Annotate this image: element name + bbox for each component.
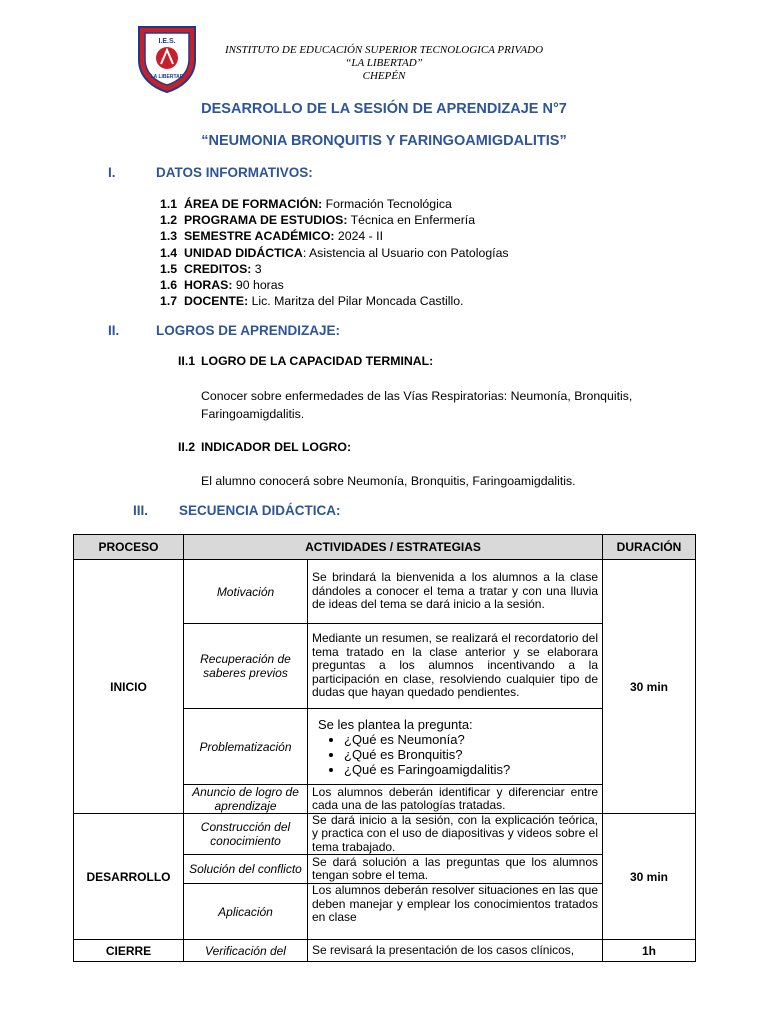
table-row bbox=[74, 814, 696, 855]
actividad-label: Construcción del conocimiento bbox=[184, 814, 308, 855]
actividad-description: Los alumnos deberán resolver situaciones en las que deben manejar y emplear los conocimientos tratados en clase bbox=[308, 884, 603, 940]
table-row bbox=[74, 940, 696, 962]
duracion-inicio: 30 min bbox=[603, 560, 696, 814]
header-duracion: DURACIÓN bbox=[603, 535, 696, 560]
subsection-2-2-number: II.2 bbox=[178, 440, 196, 454]
duracion-desarrollo: 30 min bbox=[603, 814, 696, 940]
section-3-number: III. bbox=[133, 503, 149, 518]
question-item: • ¿Qué es Neumonía? bbox=[344, 732, 598, 747]
svg-text:LA LIBERTAD: LA LIBERTAD bbox=[150, 74, 184, 80]
section-1-heading: DATOS INFORMATIVOS: bbox=[156, 165, 313, 180]
logro-capacidad-text: Conocer sobre enfermedades de las Vías Respiratorias: Neumonía, Bronquitis, Faringoamigdalitis. bbox=[201, 389, 633, 421]
datos-item: 1.1 ÁREA DE FORMACIÓN: Formación Tecnológica bbox=[160, 197, 452, 211]
section-1-number: I. bbox=[108, 165, 116, 180]
actividad-description: Se dará solución a las preguntas que los alumnos tengan sobre el tema. bbox=[308, 855, 603, 884]
problematizacion-cell bbox=[308, 709, 603, 785]
indicador-logro-text: El alumno conocerá sobre Neumonía, Bronquitis, Faringoamigdalitis. bbox=[201, 474, 576, 488]
document-subtitle: “NEUMONIA BRONQUITIS Y FARINGOAMIGDALITIS” bbox=[201, 133, 567, 149]
document-title: DESARROLLO DE LA SESIÓN DE APRENDIZAJE N°7 bbox=[201, 101, 567, 117]
subsection-2-1-heading: LOGRO DE LA CAPACIDAD TERMINAL: bbox=[201, 354, 434, 368]
actividad-label: Solución del conflicto bbox=[184, 855, 308, 884]
actividad-description: Se dará inicio a la sesión, con la explicación teórica, y practica con el uso de diapositivas y videos sobre el tema trabajado. bbox=[308, 814, 603, 855]
actividad-description: Los alumnos deberán identificar y diferenciar entre cada una de las patologías tratadas. bbox=[308, 785, 603, 814]
table-row bbox=[74, 560, 696, 624]
actividad-label: Recuperación de saberes previos bbox=[184, 624, 308, 709]
datos-item: 1.6 HORAS: 90 horas bbox=[160, 278, 284, 293]
header-proceso: PROCESO bbox=[74, 535, 184, 560]
actividad-label: Aplicación bbox=[184, 884, 308, 940]
institution-name: INSTITUTO DE EDUCACIÓN SUPERIOR TECNOLOGICA PRIVADO bbox=[224, 44, 544, 56]
problematizacion-intro: Se les plantea la pregunta: bbox=[318, 716, 473, 732]
actividad-label: Verificación del bbox=[184, 940, 308, 962]
subsection-2-2-heading: INDICADOR DEL LOGRO: bbox=[201, 440, 352, 454]
proceso-inicio: INICIO bbox=[74, 560, 184, 814]
proceso-cierre: CIERRE bbox=[74, 940, 184, 962]
actividad-label: Problematización bbox=[184, 709, 308, 785]
actividad-description: Mediante un resumen, se realizará el recordatorio del tema tratado en la clase anterior y se elaborara preguntas a los alumnos incentivando a la participación en clase, resolviendo cualquier tipo de dudas que hayan quedado pendientes. bbox=[308, 624, 603, 709]
question-item: • ¿Qué es Faringoamigdalitis? bbox=[344, 762, 598, 777]
datos-list bbox=[160, 196, 509, 309]
institution-short-name: “LA LIBERTAD” bbox=[345, 57, 423, 69]
actividad-description: Se brindará la bienvenida a los alumnos a la clase dándoles a conocer el tema a tratar y con una lluvia de ideas del tema se dará inicio a la sesión. bbox=[308, 560, 603, 624]
svg-text:I.E.S.: I.E.S. bbox=[158, 38, 176, 45]
question-list bbox=[326, 732, 598, 777]
datos-item: 1.4 UNIDAD DIDÁCTICA: Asistencia al Usuario con Patologías bbox=[160, 245, 509, 260]
subsection-2-1-number: II.1 bbox=[178, 354, 196, 368]
question-item: • ¿Qué es Bronquitis? bbox=[344, 747, 598, 762]
datos-item: 1.3 SEMESTRE ACADÉMICO: 2024 - II bbox=[160, 229, 384, 244]
secuencia-didactica-table bbox=[73, 534, 696, 962]
section-2-heading: LOGROS DE APRENDIZAJE: bbox=[156, 323, 341, 338]
actividad-label: Anuncio de logro de aprendizaje bbox=[184, 785, 308, 814]
institution-header bbox=[198, 44, 570, 83]
actividad-description: Se revisará la presentación de los casos clínicos, bbox=[308, 940, 603, 962]
datos-item: 1.2 PROGRAMA DE ESTUDIOS: Técnica en Enfermería bbox=[160, 213, 476, 228]
header-actividades: ACTIVIDADES / ESTRATEGIAS bbox=[184, 535, 603, 560]
institution-logo bbox=[136, 24, 198, 94]
table-header-row bbox=[74, 535, 696, 560]
proceso-desarrollo: DESARROLLO bbox=[74, 814, 184, 940]
actividad-label: Motivación bbox=[184, 560, 308, 624]
duracion-cierre: 1h bbox=[603, 940, 696, 962]
datos-item: 1.7 DOCENTE: Lic. Maritza del Pilar Moncada Castillo. bbox=[160, 294, 464, 309]
institution-city: CHEPÉN bbox=[362, 70, 406, 82]
section-2-number: II. bbox=[108, 323, 120, 338]
datos-item: 1.5 CREDITOS: 3 bbox=[160, 261, 262, 276]
section-3-heading: SECUENCIA DIDÁCTICA: bbox=[179, 503, 341, 518]
